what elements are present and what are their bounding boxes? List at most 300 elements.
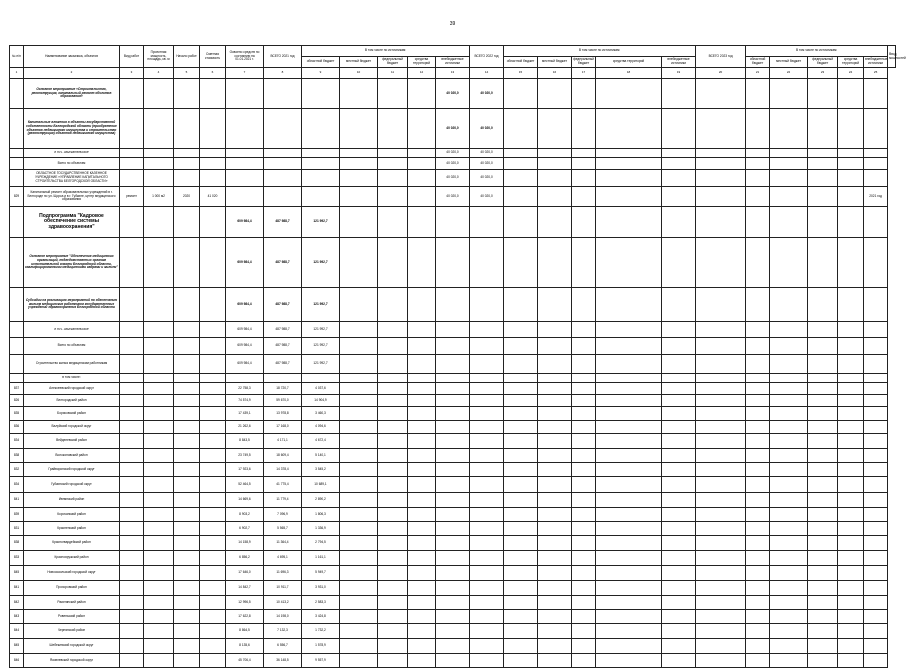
column-number: 24 — [838, 68, 864, 79]
row-value: 609 984,4 — [226, 238, 264, 288]
empty-cell — [378, 355, 408, 374]
empty-cell — [538, 610, 572, 624]
empty-cell — [378, 639, 408, 654]
row-value: 11 779,4 — [264, 493, 302, 508]
row-name: Вейделевский район — [24, 434, 120, 449]
row-value: 609 984,4 — [226, 207, 264, 238]
empty-cell — [408, 639, 436, 654]
table-row — [10, 407, 896, 421]
header-sources-2021: В том числе по источникам: — [302, 46, 470, 57]
empty-cell — [572, 536, 596, 551]
empty-cell — [746, 407, 770, 421]
empty-cell — [264, 374, 302, 383]
empty-cell — [200, 79, 226, 109]
empty-cell — [572, 170, 596, 187]
empty-cell — [408, 322, 436, 338]
empty-cell — [120, 581, 144, 596]
empty-cell — [470, 395, 504, 407]
empty-cell — [662, 170, 696, 187]
row-value: 8 864,5 — [226, 624, 264, 639]
header-regional: областной бюджет — [746, 57, 770, 68]
empty-cell — [838, 581, 864, 596]
empty-cell — [174, 79, 200, 109]
empty-cell — [470, 536, 504, 551]
empty-cell — [436, 238, 470, 288]
row-number: 826 — [10, 395, 24, 407]
empty-cell — [808, 508, 838, 522]
table-row — [10, 551, 896, 566]
row-value: 2 794,5 — [302, 536, 340, 551]
empty-cell — [864, 566, 888, 581]
empty-cell — [572, 374, 596, 383]
empty-cell — [596, 158, 662, 170]
empty-cell — [662, 158, 696, 170]
empty-cell — [596, 493, 662, 508]
empty-cell — [808, 639, 838, 654]
empty-cell — [174, 149, 200, 158]
empty-cell — [408, 383, 436, 395]
empty-cell — [572, 610, 596, 624]
empty-cell — [340, 493, 378, 508]
empty-cell — [746, 158, 770, 170]
empty-cell — [174, 581, 200, 596]
empty-cell — [408, 109, 436, 149]
row-number: 831 — [10, 522, 24, 536]
empty-cell — [200, 610, 226, 624]
empty-cell — [662, 288, 696, 322]
empty-cell — [120, 109, 144, 149]
row-name: Грайворонский городской округ — [24, 463, 120, 477]
empty-cell — [144, 322, 174, 338]
empty-cell — [200, 551, 226, 566]
column-number: 14 — [470, 68, 504, 79]
row-value: 17 923,6 — [226, 463, 264, 477]
row-value: 3 931,0 — [302, 581, 340, 596]
empty-cell — [264, 79, 302, 109]
empty-cell — [808, 421, 838, 434]
empty-cell — [746, 493, 770, 508]
row-value: 45 706,4 — [226, 654, 264, 668]
empty-cell — [596, 238, 662, 288]
empty-cell — [746, 288, 770, 322]
empty-cell — [662, 551, 696, 566]
empty-cell — [662, 508, 696, 522]
empty-cell — [436, 463, 470, 477]
empty-cell — [504, 624, 538, 639]
empty-cell — [378, 338, 408, 355]
empty-cell — [746, 170, 770, 187]
row-value: 40 020,0 — [470, 187, 504, 207]
empty-cell — [378, 383, 408, 395]
empty-cell — [436, 338, 470, 355]
empty-cell — [572, 421, 596, 434]
column-number: 6 — [200, 68, 226, 79]
row-number: 841 — [10, 493, 24, 508]
empty-cell — [264, 187, 302, 207]
empty-cell — [572, 566, 596, 581]
row-value: 487 988,7 — [264, 338, 302, 355]
empty-cell — [770, 654, 808, 668]
empty-cell — [226, 374, 264, 383]
empty-cell — [746, 596, 770, 610]
empty-cell — [408, 288, 436, 322]
empty-cell — [302, 109, 340, 149]
empty-cell — [174, 654, 200, 668]
empty-cell — [808, 624, 838, 639]
header-mark: Ввод мощностей — [888, 46, 896, 68]
row-number: 841 — [10, 581, 24, 596]
row-value: 40 020,0 — [470, 149, 504, 158]
empty-cell — [572, 434, 596, 449]
column-number: 10 — [340, 68, 378, 79]
empty-cell — [808, 322, 838, 338]
empty-cell — [838, 463, 864, 477]
empty-cell — [340, 551, 378, 566]
table-row — [10, 207, 896, 238]
empty-cell — [436, 493, 470, 508]
empty-cell — [596, 508, 662, 522]
empty-cell — [408, 581, 436, 596]
row-name: Основное мероприятие "Обеспечение медицинских организаций, подведомственных органам исполнительной власти Белгородской области, квалифицированными медицинскими кадрами и жильем" — [24, 238, 120, 288]
empty-cell — [808, 407, 838, 421]
empty-cell — [838, 596, 864, 610]
empty-cell — [808, 493, 838, 508]
empty-cell — [470, 581, 504, 596]
empty-cell — [340, 149, 378, 158]
empty-cell — [408, 522, 436, 536]
empty-cell — [746, 149, 770, 158]
empty-cell — [174, 374, 200, 383]
empty-cell — [838, 322, 864, 338]
empty-cell — [538, 477, 572, 493]
row-number — [10, 149, 24, 158]
empty-cell — [538, 355, 572, 374]
empty-cell — [572, 238, 596, 288]
empty-cell — [504, 407, 538, 421]
empty-cell — [120, 551, 144, 566]
empty-cell — [746, 434, 770, 449]
row-value: 4 171,1 — [264, 434, 302, 449]
empty-cell — [340, 421, 378, 434]
row-value: 10 413,2 — [264, 596, 302, 610]
empty-cell — [696, 449, 746, 463]
empty-cell — [572, 654, 596, 668]
row-value: 4 695,1 — [264, 551, 302, 566]
empty-cell — [340, 355, 378, 374]
empty-cell — [436, 522, 470, 536]
empty-cell — [808, 79, 838, 109]
empty-cell — [436, 596, 470, 610]
empty-cell — [200, 624, 226, 639]
empty-cell — [808, 536, 838, 551]
row-name: Всего по объектам — [24, 338, 120, 355]
row-number: 836 — [10, 421, 24, 434]
empty-cell — [770, 170, 808, 187]
empty-cell — [808, 338, 838, 355]
empty-cell — [200, 522, 226, 536]
row-number: 846 — [10, 654, 24, 668]
header-federal: федеральный бюджет — [378, 57, 408, 68]
empty-cell — [408, 477, 436, 493]
row-value: 40 020,0 — [436, 158, 470, 170]
empty-cell — [538, 522, 572, 536]
empty-cell — [408, 536, 436, 551]
empty-cell — [864, 288, 888, 322]
header-territorial: средства территорий — [408, 57, 436, 68]
empty-cell — [662, 207, 696, 238]
empty-cell — [572, 581, 596, 596]
empty-cell — [808, 654, 838, 668]
row-value: 6 902,7 — [226, 522, 264, 536]
empty-cell — [662, 522, 696, 536]
empty-cell — [340, 374, 378, 383]
empty-cell — [144, 477, 174, 493]
empty-cell — [174, 170, 200, 187]
empty-cell — [340, 238, 378, 288]
header-total-2021: ВСЕГО 2021 год — [264, 46, 302, 68]
row-name: Белгородский район — [24, 395, 120, 407]
empty-cell — [572, 187, 596, 207]
empty-cell — [302, 79, 340, 109]
empty-cell — [838, 434, 864, 449]
empty-cell — [864, 639, 888, 654]
empty-cell — [662, 477, 696, 493]
empty-cell — [470, 238, 504, 288]
empty-cell — [504, 109, 538, 149]
empty-cell — [408, 654, 436, 668]
row-value: ремонт — [120, 187, 144, 207]
empty-cell — [696, 508, 746, 522]
column-number: 11 — [378, 68, 408, 79]
empty-cell — [746, 610, 770, 624]
empty-cell — [200, 355, 226, 374]
empty-cell — [538, 596, 572, 610]
empty-cell — [378, 434, 408, 449]
empty-cell — [408, 355, 436, 374]
empty-cell — [746, 654, 770, 668]
empty-cell — [470, 493, 504, 508]
empty-cell — [504, 566, 538, 581]
empty-cell — [470, 449, 504, 463]
header-federal: федеральный бюджет — [572, 57, 596, 68]
row-number — [10, 207, 24, 238]
empty-cell — [200, 654, 226, 668]
row-value: 4 037,6 — [302, 383, 340, 395]
row-value: 40 020,0 — [436, 187, 470, 207]
empty-cell — [808, 551, 838, 566]
empty-cell — [838, 158, 864, 170]
empty-cell — [120, 477, 144, 493]
row-value: 41 775,4 — [264, 477, 302, 493]
row-name: Ракитянский район — [24, 596, 120, 610]
empty-cell — [226, 158, 264, 170]
empty-cell — [378, 187, 408, 207]
header-name: Наименование заказчика, объектов — [24, 46, 120, 68]
column-number: 19 — [662, 68, 696, 79]
empty-cell — [596, 610, 662, 624]
row-name: Всего по объектам — [24, 158, 120, 170]
row-value: 10 689,1 — [302, 477, 340, 493]
empty-cell — [808, 288, 838, 322]
empty-cell — [120, 338, 144, 355]
empty-cell — [596, 338, 662, 355]
empty-cell — [174, 109, 200, 149]
empty-cell — [340, 383, 378, 395]
empty-cell — [808, 434, 838, 449]
empty-cell — [770, 449, 808, 463]
empty-cell — [596, 355, 662, 374]
header-sources-2022: В том числе по источникам: — [504, 46, 696, 57]
empty-cell — [504, 463, 538, 477]
empty-cell — [436, 551, 470, 566]
empty-cell — [144, 374, 174, 383]
empty-cell — [470, 508, 504, 522]
empty-cell — [746, 374, 770, 383]
row-name: Корочанский район — [24, 508, 120, 522]
empty-cell — [770, 463, 808, 477]
empty-cell — [174, 508, 200, 522]
table-row — [10, 395, 896, 407]
empty-cell — [120, 654, 144, 668]
empty-cell — [378, 158, 408, 170]
empty-cell — [538, 639, 572, 654]
empty-cell — [436, 449, 470, 463]
empty-cell — [436, 624, 470, 639]
empty-cell — [470, 288, 504, 322]
empty-cell — [504, 355, 538, 374]
empty-cell — [838, 654, 864, 668]
row-number — [10, 158, 24, 170]
row-name: Субсидии на реализацию мероприятий по обеспечению жильем медицинских работников государственных учреждений здравоохранения Белгородской области — [24, 288, 120, 322]
empty-cell — [504, 477, 538, 493]
table-row — [10, 170, 896, 187]
empty-cell — [770, 536, 808, 551]
empty-cell — [662, 322, 696, 338]
empty-cell — [696, 581, 746, 596]
empty-cell — [144, 288, 174, 322]
empty-cell — [770, 522, 808, 536]
empty-cell — [696, 463, 746, 477]
empty-cell — [864, 109, 888, 149]
row-number — [10, 322, 24, 338]
column-number: 18 — [596, 68, 662, 79]
empty-cell — [572, 522, 596, 536]
empty-cell — [200, 238, 226, 288]
empty-cell — [538, 407, 572, 421]
empty-cell — [120, 508, 144, 522]
empty-cell — [572, 508, 596, 522]
row-value: 121 992,7 — [302, 338, 340, 355]
empty-cell — [340, 322, 378, 338]
row-name: Новооскольский городской округ — [24, 566, 120, 581]
empty-cell — [572, 79, 596, 109]
row-value: 74 574,9 — [226, 395, 264, 407]
row-value: 17 646,0 — [226, 566, 264, 581]
row-value: 1 732,2 — [302, 624, 340, 639]
empty-cell — [302, 149, 340, 158]
empty-cell — [378, 596, 408, 610]
empty-cell — [200, 536, 226, 551]
empty-cell — [408, 187, 436, 207]
empty-cell — [538, 624, 572, 639]
empty-cell — [696, 158, 746, 170]
empty-cell — [696, 407, 746, 421]
empty-cell — [144, 207, 174, 238]
empty-cell — [200, 170, 226, 187]
row-value: 18 720,7 — [264, 383, 302, 395]
empty-cell — [470, 338, 504, 355]
row-value: 2 890,2 — [302, 493, 340, 508]
header-work-type: Вид работ — [120, 46, 144, 68]
empty-cell — [470, 374, 504, 383]
row-number — [10, 374, 24, 383]
empty-cell — [864, 522, 888, 536]
empty-cell — [120, 421, 144, 434]
empty-cell — [340, 463, 378, 477]
empty-cell — [838, 395, 864, 407]
empty-cell — [470, 654, 504, 668]
row-value: 8 903,2 — [226, 508, 264, 522]
empty-cell — [378, 170, 408, 187]
empty-cell — [770, 355, 808, 374]
empty-cell — [200, 596, 226, 610]
empty-cell — [864, 79, 888, 109]
empty-cell — [144, 508, 174, 522]
empty-cell — [572, 383, 596, 395]
row-number: 835 — [10, 407, 24, 421]
column-number: 3 — [120, 68, 144, 79]
empty-cell — [808, 610, 838, 624]
empty-cell — [864, 149, 888, 158]
empty-cell — [340, 288, 378, 322]
empty-cell — [340, 79, 378, 109]
empty-cell — [340, 407, 378, 421]
empty-cell — [746, 338, 770, 355]
empty-cell — [200, 581, 226, 596]
empty-cell — [408, 79, 436, 109]
empty-cell — [200, 395, 226, 407]
row-value: 1 000 м2 — [144, 187, 174, 207]
empty-cell — [864, 508, 888, 522]
row-name: Борисовский район — [24, 407, 120, 421]
empty-cell — [470, 596, 504, 610]
row-value: 1 806,3 — [302, 508, 340, 522]
empty-cell — [864, 355, 888, 374]
empty-cell — [436, 207, 470, 238]
row-value: 17 439,1 — [226, 407, 264, 421]
empty-cell — [470, 355, 504, 374]
empty-cell — [340, 624, 378, 639]
row-value: 5 565,7 — [264, 522, 302, 536]
row-value: 10 911,7 — [264, 581, 302, 596]
empty-cell — [264, 158, 302, 170]
table-row — [10, 477, 896, 493]
empty-cell — [746, 187, 770, 207]
empty-cell — [174, 421, 200, 434]
empty-cell — [838, 477, 864, 493]
empty-cell — [572, 158, 596, 170]
row-name: Подпрограмма "Кадровое обеспечение системы здравоохранения" — [24, 207, 120, 238]
empty-cell — [596, 383, 662, 395]
column-number: 9 — [302, 68, 340, 79]
row-value: 40 020,0 — [470, 79, 504, 109]
empty-cell — [378, 551, 408, 566]
empty-cell — [696, 383, 746, 395]
empty-cell — [436, 434, 470, 449]
empty-cell — [408, 463, 436, 477]
empty-cell — [538, 421, 572, 434]
empty-cell — [174, 355, 200, 374]
